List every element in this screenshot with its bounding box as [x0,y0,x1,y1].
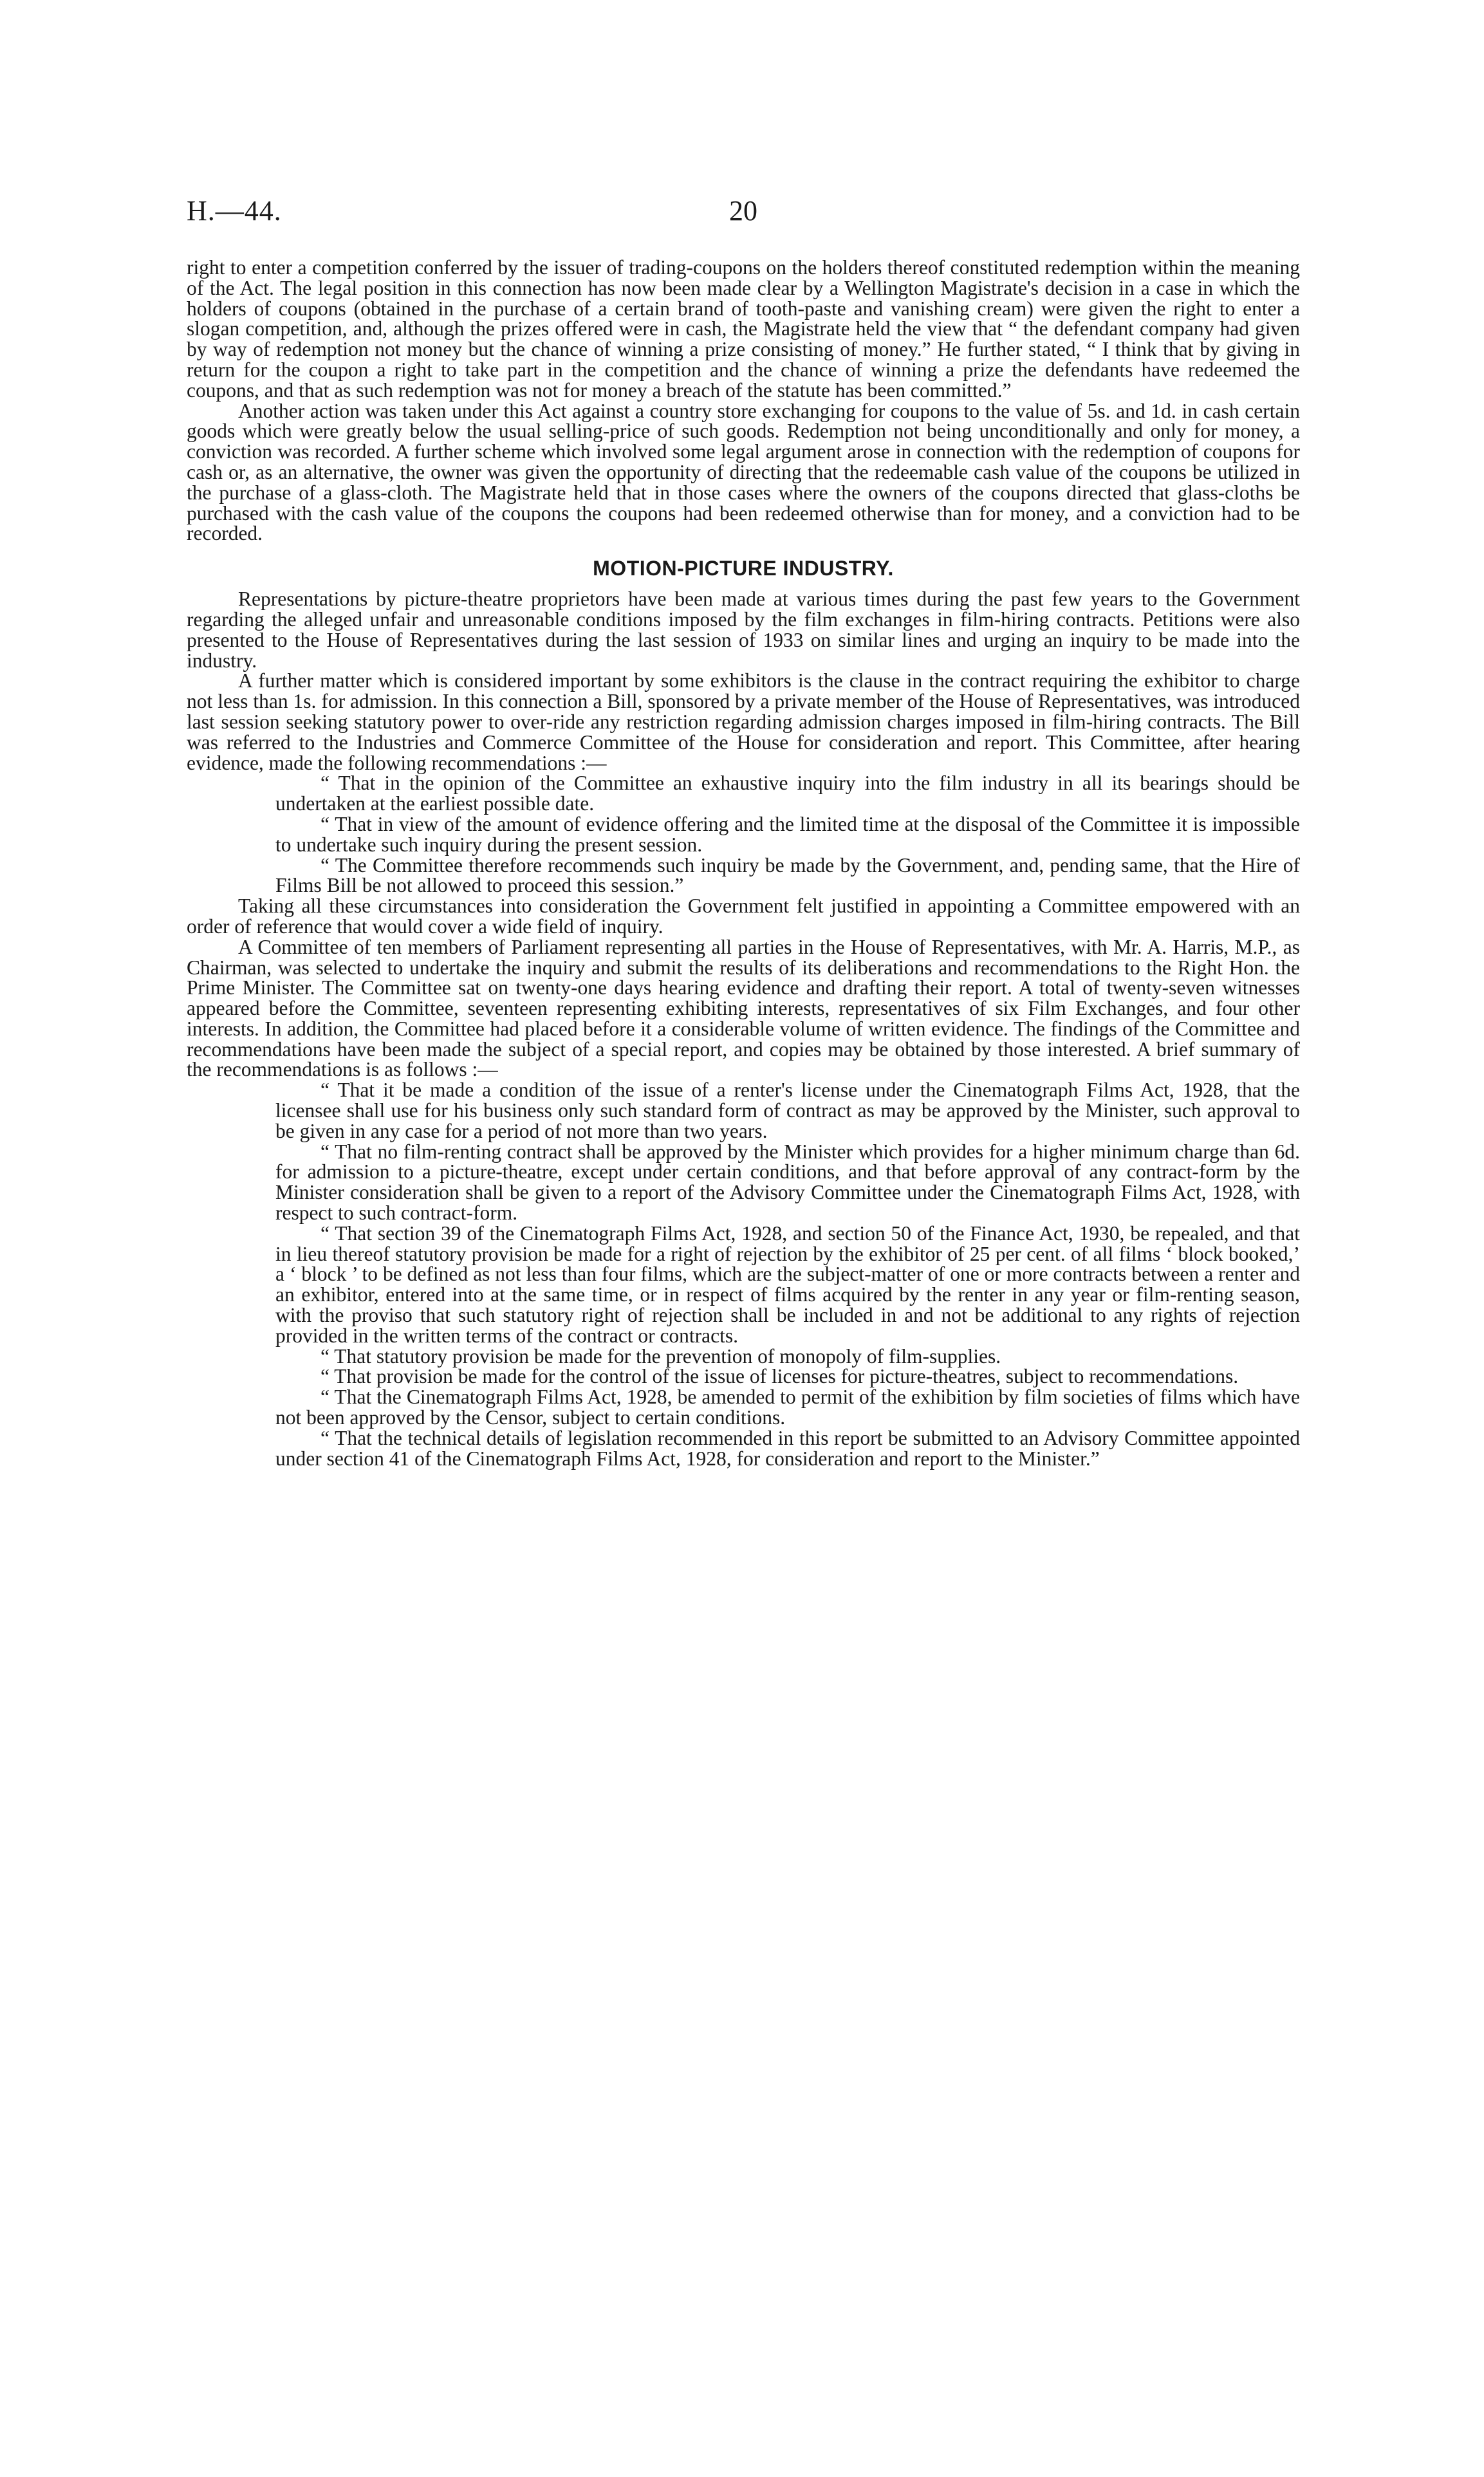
committee-quote: “ That in the opinion of the Committee an exhaustive inquiry into the film industry in all its bearings should be undertaken at the earliest possible date. [275,772,1300,815]
paragraph: Another action was taken under this Act against a country store exchanging for coupons to the value of 5s. and 1d. in cash certain goods which were greatly below the usual selling-price of such goods. Redemption not being unconditionally and only for money, a conviction was recorded. A further scheme which involved some legal argument arose in connection with the redemption of coupons for cash or, as an alternative, the owner was given the opportunity of directing that the redeemable cash value of the coupons be utilized in the purchase of a glass-cloth. The Magistrate held that in those cases where the owners of the coupons directed that glass-cloths be purchased with the cash value of the coupons the coupons had been redeemed otherwise than for money, and a conviction had to be recorded. [187,399,1300,545]
body-text [187,257,1300,1469]
page-number: 20 [729,195,757,227]
recommendation-quote: “ That it be made a condition of the issue of a renter's license under the Cinematograph Films Act, 1928, that the licensee shall use for his business only such standard form of contract as may be approved by the Minister, such approval to be given in any case for a period of not more than two years. [275,1079,1300,1142]
committee-quote: “ That in view of the amount of evidence offering and the limited time at the disposal of the Committee it is impossible to undertake such inquiry during the present session. [275,812,1300,856]
continued-paragraph: right to enter a competition conferred by the issuer of trading-coupons on the holders thereof constituted redemption within the meaning of the Act. The legal position in this connection has now been made clear by a Wellington Magistrate's decision in a case in which the holders of coupons (obtained in the purchase of a certain brand of tooth-paste and vanishing cream) were given the right to enter a slogan competition, and, although the prizes offered were in cash, the Magistrate held the view that “ the defendant company had given by way of redemption not money but the chance of winning a prize consisting of money.” He further stated, “ I think that by giving in return for the coupon a right to take part in the competition and the chance of winning a prize the defendants have redeemed the coupons, and that as such redemption was not for money a breach of the statute has been committed.” [187,256,1300,402]
document-code: H.—44. [187,195,282,227]
page-header [187,194,1300,233]
paragraph: A further matter which is considered important by some exhibitors is the clause in the contract requiring the exhibitor to charge not less than 1s. for admission. In this connection a Bill, sponsored by a private member of the House of Representatives, was introduced last session seeking statutory power to over-ride any restriction regarding admission charges imposed in film-hiring contracts. The Bill was referred to the Industries and Commerce Committee of the House for consideration and report. This Committee, after hearing evidence, made the following recommendations :— [187,669,1300,774]
committee-quote: “ The Committee therefore recommends such inquiry be made by the Government, and, pending same, that the Hire of Films Bill be not allowed to proceed this session.” [275,853,1300,897]
paragraph: Taking all these circumstances into consideration the Government felt justified in appointing a Committee empowered with an order of reference that would cover a wide field of inquiry. [187,895,1300,938]
recommendation-quote: “ That the technical details of legislation recommended in this report be submitted to an Advisory Committee appointed under section 41 of the Cinematograph Films Act, 1928, for consideration and report to the Minister.” [275,1426,1300,1470]
recommendation-quote: “ That no film-renting contract shall be approved by the Minister which provides for a higher minimum charge than 6d. for admission to a picture-theatre, except under certain conditions, and that before approval of any contract-form by the Minister consideration shall be given to a report of the Advisory Committee under the Cinematograph Films Act, 1928, with respect to such contract-form. [275,1140,1300,1225]
recommendation-quote: “ That statutory provision be made for the prevention of monopoly of film-supplies. [320,1344,1001,1368]
paragraph: A Committee of ten members of Parliament representing all parties in the House of Representatives, with Mr. A. Harris, M.P., as Chairman, was selected to undertake the inquiry and submit the results of its deliberations and recommendations to the Right Hon. the Prime Minister. The Committee sat on twenty-one days hearing evidence and drafting their report. A total of twenty-seven witnesses appeared before the Committee, seventeen representing exhibiting interests, representatives of six Film Exchanges, and four other interests. In addition, the Committee had placed before it a considerable volume of written evidence. The findings of the Committee and recommendations have been made the subject of a special report, and copies may be obtained by those interested. A brief summary of the recommendations is as follows :— [187,935,1300,1081]
recommendation-quote: “ That the Cinematograph Films Act, 1928, be amended to permit of the exhibition by film societies of films which have not been approved by the Censor, subject to certain conditions. [275,1386,1300,1429]
recommendation-quote: “ That section 39 of the Cinematograph Films Act, 1928, and section 50 of the Finance Act, 1930, be repealed, and that in lieu thereof statutory provision be made for a right of rejection by the exhibitor of 25 per cent. of all films ‘ block booked,’ a ‘ block ’ to be defined as not less than four films, which are the subject-matter of one or more contracts between a renter and an exhibitor, entered into at the same time, or in respect of films acquired by the renter in any year or film-renting season, with the proviso that such statutory right of rejection shall be included in and not be additional to any rights of rejection provided in the written terms of the contract or contracts. [275,1221,1300,1347]
paragraph: Representations by picture-theatre proprietors have been made at various times during the past few years to the Government regarding the alleged unfair and unreasonable conditions imposed by the film exchanges in film-hiring contracts. Petitions were also presented to the House of Representatives during the last session of 1933 on similar lines and urging an inquiry to be made into the industry. [187,588,1300,672]
recommendation-quote: “ That provision be made for the control of the issue of licenses for picture-theatres, subject to recommendations. [320,1365,1239,1388]
section-heading: MOTION-PICTURE INDUSTRY. [593,557,894,580]
